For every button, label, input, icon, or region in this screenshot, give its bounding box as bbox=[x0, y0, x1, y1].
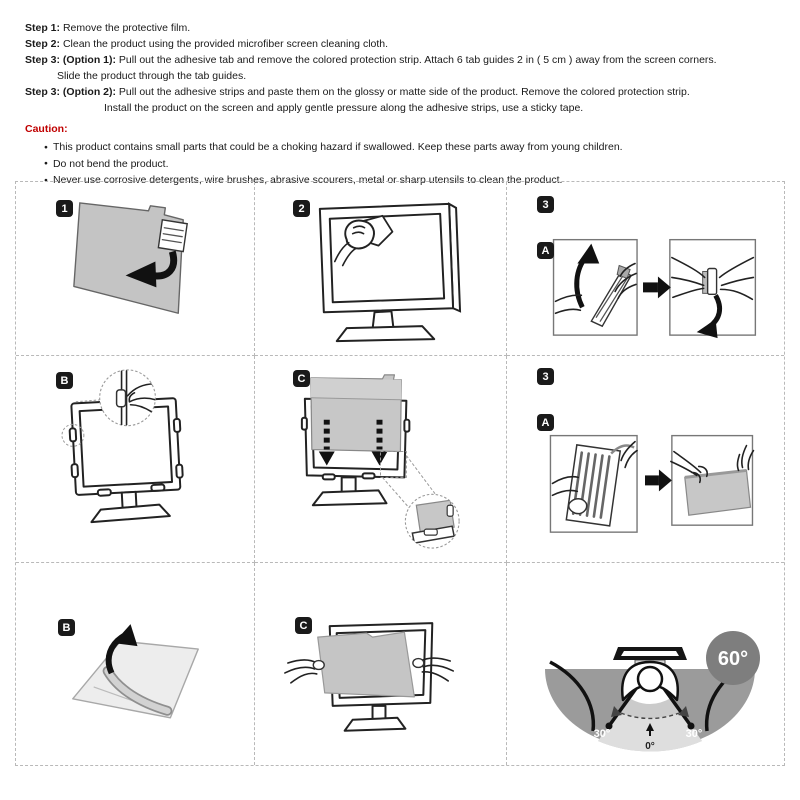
steps-section bbox=[25, 20, 717, 116]
adhesive-strips-illustration bbox=[507, 356, 784, 562]
panel-step1 bbox=[16, 182, 255, 356]
step-1-label: Step 1: bbox=[25, 22, 61, 34]
sixty-degree-label: 60° bbox=[717, 648, 749, 670]
option-letter-badge: A bbox=[537, 242, 554, 259]
step-3-option-2-text: Pull out the adhesive strips and paste them on the glossy or matte side of the product. Remove the colored protection strip. bbox=[118, 86, 690, 98]
caution-item: ● Do not bend the product. bbox=[44, 156, 623, 173]
caution-item: ● Never use corrosive detergents, wire brushes, abrasive scourers, metal or sharp utensils to clean the product. bbox=[44, 172, 623, 189]
caution-item: ● This product contains small parts that could be a choking hazard if swallowed. Keep these parts away from young children. bbox=[44, 139, 623, 156]
panel-option1-B bbox=[16, 356, 255, 563]
step-number-badge: 3 bbox=[537, 368, 554, 385]
step-3-option-2-label: Step 3: (Option 2): bbox=[25, 86, 116, 98]
right-angle-label: 30° bbox=[685, 728, 703, 740]
panel-viewing-angle bbox=[507, 563, 784, 765]
place-film-illustration bbox=[255, 563, 506, 765]
peel-strip-illustration bbox=[16, 563, 254, 765]
step-number-badge: 1 bbox=[56, 200, 73, 217]
step-line-1 bbox=[25, 20, 717, 36]
panel-option1-C bbox=[255, 356, 507, 563]
slide-film-illustration bbox=[255, 356, 506, 562]
panel-step3-option1-A bbox=[507, 182, 784, 356]
step-number-badge: 2 bbox=[293, 200, 310, 217]
panel-option2-B bbox=[16, 563, 255, 765]
option-letter-badge: B bbox=[56, 372, 73, 389]
center-angle-label: 0° bbox=[645, 741, 655, 752]
tab-guides-monitor-illustration bbox=[16, 356, 254, 562]
step-3-option-1-text-2: Slide the product through the tab guides. bbox=[57, 70, 247, 82]
step-line-4 bbox=[25, 84, 717, 100]
viewing-angle-diagram bbox=[507, 563, 784, 765]
panel-step3-option2-A bbox=[507, 356, 784, 563]
option-letter-badge: C bbox=[295, 617, 312, 634]
step-2-text: Clean the product using the provided microfiber screen cleaning cloth. bbox=[62, 38, 389, 50]
film-peel-illustration bbox=[16, 182, 254, 355]
diagram-grid bbox=[15, 181, 785, 766]
option-letter-badge: B bbox=[58, 619, 75, 636]
left-angle-label: 30° bbox=[593, 728, 611, 740]
step-line-2 bbox=[25, 36, 717, 52]
step-3-option-1-label: Step 3: (Option 1): bbox=[25, 54, 116, 66]
caution-title: Caution: bbox=[25, 123, 68, 135]
step-3-option-2-text-2: Install the product on the screen and apply gentle pressure along the adhesive strips, use a sticky tape. bbox=[104, 102, 584, 114]
step-3-option-1-text: Pull out the adhesive tab and remove the colored protection strip. Attach 6 tab guides 2 in ( 5 cm ) away from the screen corners. bbox=[118, 54, 717, 66]
option-letter-badge: A bbox=[537, 414, 554, 431]
panel-step2 bbox=[255, 182, 507, 356]
panel-option2-C bbox=[255, 563, 507, 765]
step-1-text: Remove the protective film. bbox=[62, 22, 191, 34]
step-number-badge: 3 bbox=[537, 196, 554, 213]
step-2-label: Step 2: bbox=[25, 38, 61, 50]
step-line-3 bbox=[25, 52, 717, 68]
caution-section bbox=[25, 121, 623, 189]
option-letter-badge: C bbox=[293, 370, 310, 387]
